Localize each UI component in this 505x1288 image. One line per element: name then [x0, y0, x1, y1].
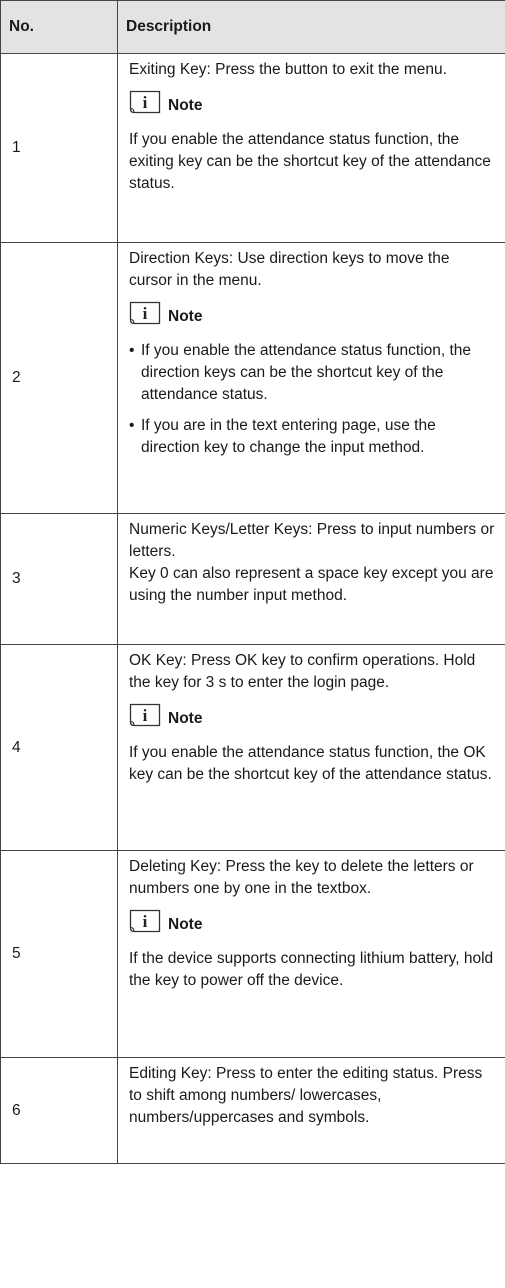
row-number: 4: [1, 645, 118, 851]
row-number: 5: [1, 851, 118, 1058]
row-number: 6: [1, 1058, 118, 1164]
svg-text:i: i: [142, 304, 148, 323]
note-heading: [129, 301, 495, 332]
note-text: If you enable the attendance status function, the OK key can be the shortcut key of the attendance status.: [129, 744, 492, 783]
description-text-extra: Key 0 can also represent a space key except you are using the number input method.: [129, 565, 494, 604]
note-label: Note: [168, 915, 203, 933]
description-text: Numeric Keys/Letter Keys: Press to input numbers or letters.: [129, 521, 495, 560]
row-number: 1: [1, 54, 118, 243]
note-label: Note: [168, 709, 203, 727]
note-text: If you enable the attendance status function, the exiting key can be the shortcut key of the attendance status.: [129, 131, 491, 192]
description-text: Editing Key: Press to enter the editing status. Press to shift among numbers/ lowercases, numbers/uppercases and symbols.: [129, 1065, 483, 1126]
note-heading: [129, 909, 495, 940]
description-text: Exiting Key: Press the button to exit the menu.: [129, 61, 447, 78]
note-info-icon: [129, 301, 161, 332]
note-label: Note: [168, 96, 203, 114]
svg-text:i: i: [142, 706, 148, 725]
header-description: Description: [118, 1, 505, 54]
note-info-icon: [129, 703, 161, 734]
row-description: [118, 54, 505, 243]
table-row: [1, 243, 505, 514]
table-row: [1, 851, 505, 1058]
note-label: Note: [168, 307, 203, 325]
description-text: OK Key: Press OK key to confirm operations. Hold the key for 3 s to enter the login page.: [129, 652, 476, 691]
row-description: [118, 645, 505, 851]
row-description: [118, 514, 505, 645]
note-list-item: • If you are in the text entering page, use the direction key to change the input method.: [129, 415, 495, 459]
note-heading: [129, 90, 495, 121]
note-info-icon: [129, 90, 161, 121]
row-description: [118, 851, 505, 1058]
table-row: [1, 514, 505, 645]
note-heading: [129, 703, 495, 734]
table-row: [1, 1058, 505, 1164]
table-row: [1, 645, 505, 851]
description-text: Deleting Key: Press the key to delete the letters or numbers one by one in the textbox.: [129, 858, 474, 897]
note-list: [129, 340, 495, 459]
row-number: 3: [1, 514, 118, 645]
row-description: [118, 1058, 505, 1164]
row-description: [118, 243, 505, 514]
description-text: Direction Keys: Use direction keys to move the cursor in the menu.: [129, 250, 450, 289]
note-info-icon: [129, 909, 161, 940]
note-text: If the device supports connecting lithium battery, hold the key to power off the device.: [129, 950, 494, 989]
svg-text:i: i: [142, 93, 148, 112]
svg-text:i: i: [142, 912, 148, 931]
header-no: No.: [1, 1, 118, 54]
table-row: [1, 54, 505, 243]
table-header-row: [1, 1, 505, 54]
note-list-item: • If you enable the attendance status function, the direction keys can be the shortcut key of the attendance status.: [129, 340, 495, 406]
row-number: 2: [1, 243, 118, 514]
